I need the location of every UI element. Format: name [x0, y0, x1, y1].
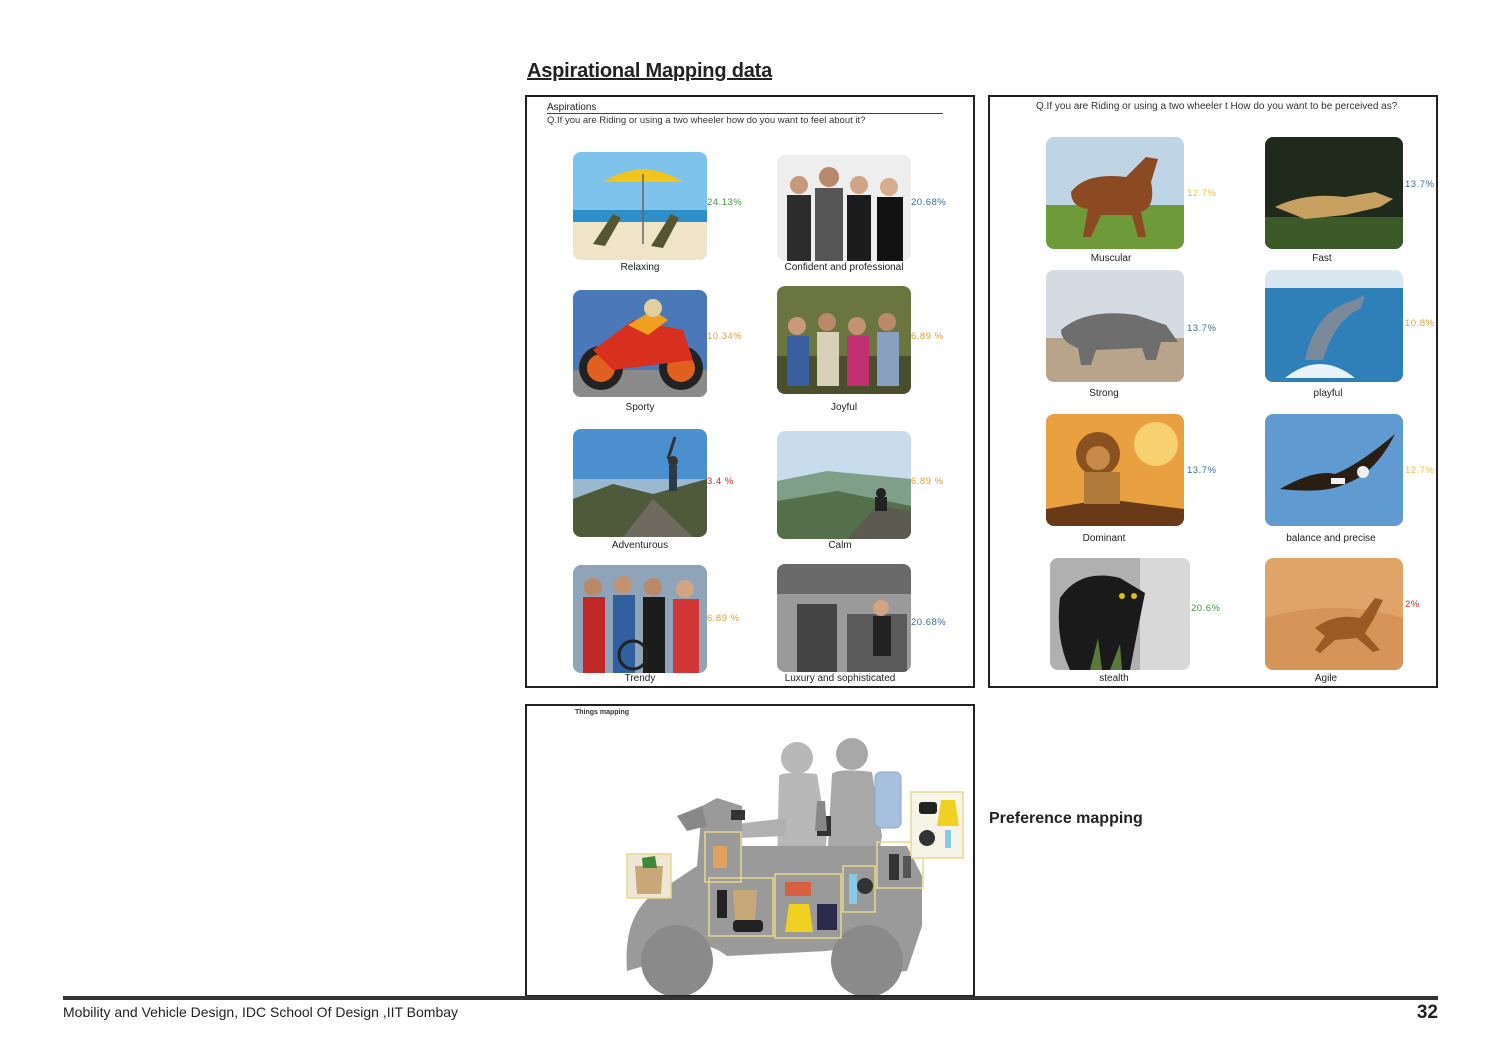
calm-caption: Calm: [828, 540, 852, 551]
trendy-percent: 6.89 %: [707, 613, 740, 624]
footer-divider: [63, 996, 1438, 1000]
aspirations-question: Q.If you are Riding or using a two wheeler how do you want to feel about it?: [547, 115, 866, 126]
trendy-photo: [573, 565, 707, 673]
stealth-caption: stealth: [1099, 673, 1129, 684]
things-mapping-panel: [525, 704, 975, 997]
calm-percent: 6.89 %: [911, 476, 944, 487]
muscular-photo: [1046, 137, 1184, 249]
aspirations-header: Aspirations: [547, 102, 597, 113]
sporty-photo: [573, 290, 707, 397]
aspirations-panel: [525, 95, 975, 688]
fast-photo: [1265, 137, 1403, 249]
strong-photo: [1046, 270, 1184, 382]
playful-photo: [1265, 270, 1403, 382]
luxury-photo: [777, 564, 911, 672]
fast-caption: Fast: [1312, 253, 1332, 264]
perception-panel: [988, 95, 1438, 688]
stealth-photo: [1050, 558, 1190, 670]
footer-text: Mobility and Vehicle Design, IDC School Of Design ,IIT Bombay: [63, 1004, 459, 1020]
stealth-percent: 20.6%: [1191, 603, 1221, 614]
strong-caption: Strong: [1089, 388, 1119, 399]
sporty-percent: 10.34%: [707, 331, 743, 342]
agile-caption: Agile: [1314, 673, 1338, 684]
playful-caption: playful: [1313, 388, 1343, 399]
preference-mapping-label: Preference mapping: [989, 810, 1143, 827]
agile-photo: [1265, 558, 1403, 670]
joyful-caption: Joyful: [830, 402, 858, 413]
confident-photo: [777, 155, 911, 261]
balance-photo: [1265, 414, 1403, 526]
sporty-caption: Sporty: [625, 402, 655, 413]
luxury-caption: Luxury and sophisticated: [784, 673, 896, 684]
joyful-percent: 6.89 %: [911, 331, 944, 342]
calm-photo: [777, 431, 911, 539]
dominant-caption: Dominant: [1082, 533, 1126, 544]
relaxing-photo: [573, 152, 707, 260]
adventurous-caption: Adventurous: [611, 540, 669, 551]
dominant-photo: [1046, 414, 1184, 526]
muscular-percent: 12.7%: [1187, 188, 1217, 199]
perception-question: Q.If you are Riding or using a two wheeler t How do you want to be perceived as?: [1036, 101, 1398, 112]
agile-percent: 2%: [1405, 599, 1420, 610]
confident-percent: 20.68%: [911, 197, 947, 208]
page-title: Aspirational Mapping data: [527, 60, 773, 82]
luxury-percent: 20.68%: [911, 617, 947, 628]
adventurous-percent: 3.4 %: [707, 476, 734, 487]
trendy-caption: Trendy: [624, 673, 656, 684]
playful-percent: 10.8%: [1405, 318, 1435, 329]
joyful-photo: [777, 286, 911, 394]
fast-percent: 13.7%: [1405, 179, 1435, 190]
balance-percent: 12.7%: [1405, 465, 1435, 476]
strong-percent: 13.7%: [1187, 323, 1217, 334]
scooter-illustration: [527, 706, 973, 995]
adventurous-photo: [573, 429, 707, 537]
balance-caption: balance and precise: [1286, 533, 1376, 544]
relaxing-caption: Relaxing: [620, 262, 660, 273]
things-mapping-label: Things mapping: [575, 709, 630, 716]
relaxing-percent: 24.13%: [707, 197, 743, 208]
dominant-percent: 13.7%: [1187, 465, 1217, 476]
muscular-caption: Muscular: [1090, 253, 1132, 264]
page-number: 32: [1416, 1002, 1438, 1023]
confident-caption: Confident and professional: [784, 262, 904, 273]
